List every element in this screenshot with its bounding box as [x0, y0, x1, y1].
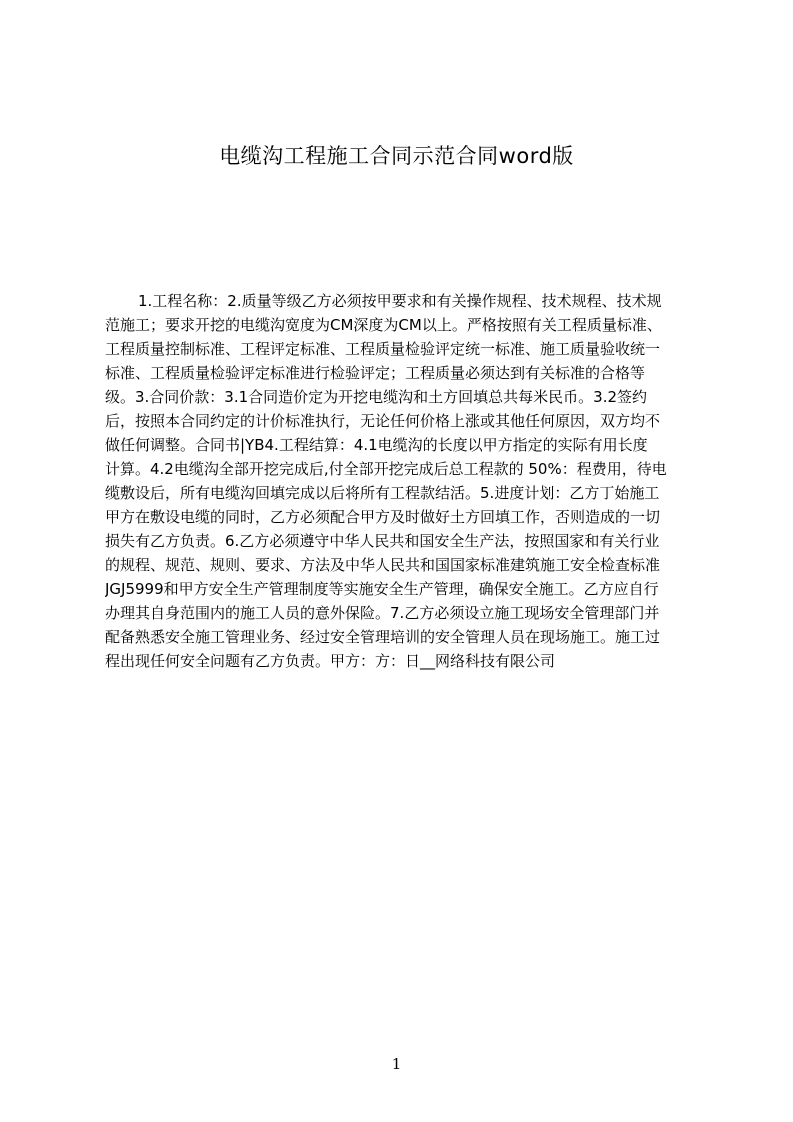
body-line: 计算。4.2电缆沟全部开挖完成后,付全部开挖完成后总工程款的 50%：程费用，待电 — [105, 460, 667, 478]
body-line: 损失有乙方负责。6.乙方必须遵守中华人民共和国安全生产法，按照国家和有关行业 — [105, 532, 660, 550]
body-line: 缆敷设后，所有电缆沟回填完成以后将所有工程款结活。5.进度计划：乙方丁始施工 — [105, 484, 660, 502]
body-line: 的规程、规范、规则、要求、方法及中华人民共和国国家标准建筑施工安全检查标准 — [105, 556, 661, 574]
body-line: 1.工程名称：2.质量等级乙方必须按甲要求和有关操作规程、技术规程、技术规 — [138, 292, 662, 310]
document-body — [105, 289, 700, 721]
page-number: 1 — [391, 1055, 402, 1073]
document-title: 电缆沟工程施工合同示范合同word版 — [219, 144, 574, 168]
body-line: 标准、工程质量检验评定标准进行检验评定；工程质量必须达到有关标准的合格等 — [105, 364, 646, 382]
body-line: JGJ5999和甲方安全生产管理制度等实施安全生产管理，确保安全施工。乙方应自行 — [105, 580, 659, 598]
body-line: 范施工；要求开挖的电缆沟宽度为CM深度为CM以上。严格按照有关工程质量标准、 — [105, 316, 662, 334]
body-line: 级。3.合同价款：3.1合同造价定为开挖电缆沟和土方回填总共每米民币。3.2签约 — [105, 388, 648, 406]
body-line: 配备熟悉安全施工管理业务、经过安全管理培训的安全管理人员在现场施工。施工过 — [105, 628, 661, 646]
body-line: 程出现任何安全问题有乙方负责。甲方：方：日__网络科技有限公司 — [105, 652, 556, 670]
body-line: 甲方在敷设电缆的同时，乙方必须配合甲方及时做好土方回填工作，否则造成的一切 — [105, 508, 661, 526]
body-line: 做任何调整。合同书|YB4.工程结算：4.1电缆沟的长度以甲方指定的实际有用长度 — [105, 436, 648, 454]
body-line: 后，按照本合同约定的计价标准执行，无论任何价格上涨或其他任何原因，双方均不 — [105, 412, 661, 430]
body-line: 工程质量控制标准、工程评定标准、工程质量检验评定统一标准、施工质量验收统一 — [105, 340, 661, 358]
body-line: 办理其自身范围内的施工人员的意外保险。7.乙方必须设立施工现场安全管理部门并 — [105, 604, 660, 622]
